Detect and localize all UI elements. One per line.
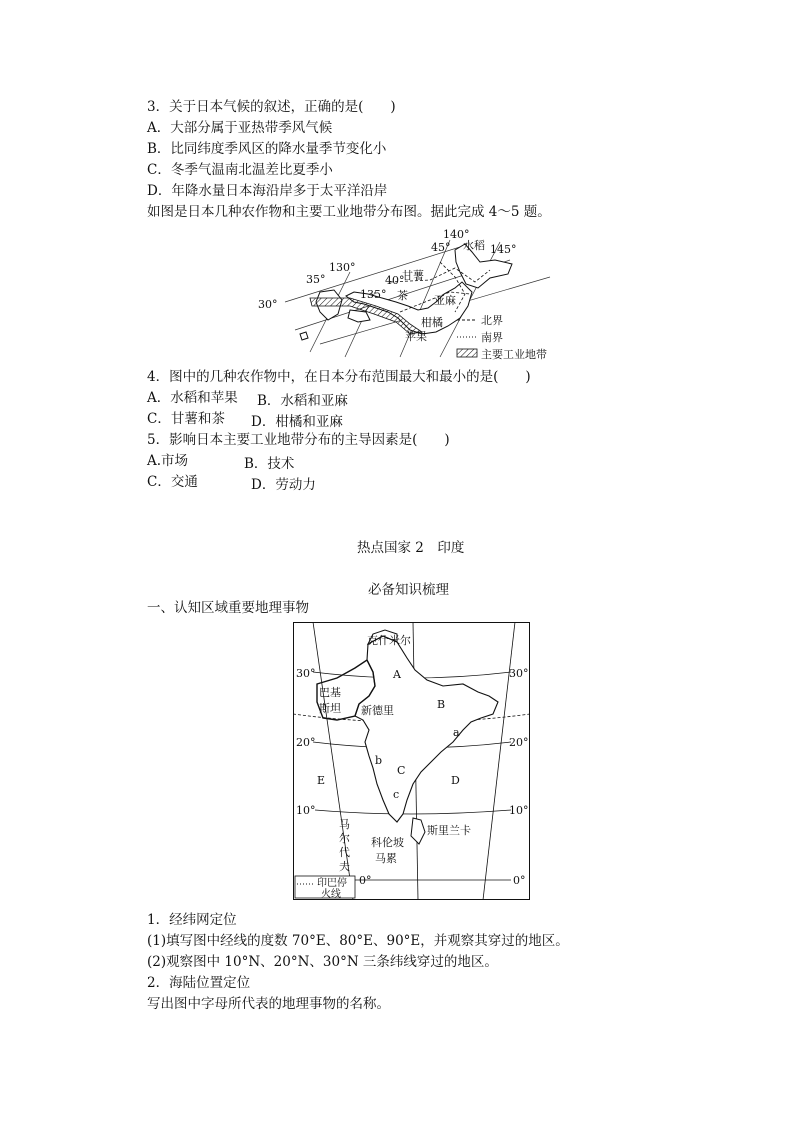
lat-10-right-label: 10° [509,804,529,817]
pakistan-label-2: 斯坦 [319,702,341,715]
task1-item2: (2)观察图中 10°N、20°N、30°N 三条纬线穿过的地区。 [147,954,498,970]
q3-option-d: D．年降水量日本海沿岸多于太平洋沿岸 [147,183,388,199]
q4-option-a: A．水稻和苹果 [147,390,238,406]
lon-145-label: 145° [490,243,517,256]
lon-130-label: 130° [329,261,356,274]
q4-option-c: C．甘薯和茶 [147,411,225,427]
task1-item1: (1)填写图中经线的度数 70°E、80°E、90°E，并观察其穿过的地区。 [147,933,569,949]
lat-30-left-label: 30° [296,667,316,680]
maldives-label-3: 代 [339,846,350,859]
lon-140-label: 140° [443,228,470,241]
q4-option-b: B．水稻和亚麻 [257,393,348,409]
q5-option-c: C．交通 [147,474,198,490]
task2-title: 2．海陆位置定位 [147,975,251,991]
colombo-label: 科伦坡 [371,836,404,849]
subsection-title: 必备知识梳理 [368,582,449,598]
maldives-label-1: 马 [339,818,350,831]
sri-lanka-label: 斯里兰卡 [427,824,471,837]
letter-b-upper: B [437,698,446,711]
new-delhi-label: 新德里 [361,704,394,717]
q3-stem: 3．关于日本气候的叙述，正确的是( ) [147,99,396,115]
crop-tea-label: 茶 [397,289,408,302]
lat-45-label: 45° [431,241,451,254]
lat-20-left-label: 20° [296,736,316,749]
q3-option-c: C．冬季气温南北温差比夏季小 [147,162,333,178]
crop-sweetpotato-label: 甘薯 [402,269,424,282]
task2-item1: 写出图中字母所代表的地理事物的名称。 [147,996,390,1012]
lat-40-label: 40° [385,274,405,287]
lat-30-label: 30° [258,298,278,311]
crop-flax-label: 亚麻 [434,294,456,307]
lat-20-right-label: 20° [509,736,529,749]
letter-c-upper: C [397,764,406,777]
lat-0-left-label: 0° [359,874,372,887]
q5-option-d: D．劳动力 [251,477,316,493]
lat-30-right-label: 30° [509,667,529,680]
q3-option-a: A．大部分属于亚热带季风气候 [147,120,333,136]
intro-text: 如图是日本几种农作物和主要工业地带分布图。据此完成 4～5 题。 [147,204,551,220]
pakistan-label-1: 巴基 [319,686,341,699]
letter-a-upper: A [393,668,401,681]
lat-35-label: 35° [306,273,326,286]
maldives-label-2: 尔 [339,832,350,845]
section-title: 热点国家 2 印度 [357,540,465,556]
crop-apple-label: 苹果 [405,330,427,343]
lon-135-label: 135° [360,288,387,301]
letter-d-upper: D [451,774,460,787]
letter-c-lower: c [393,788,400,801]
letter-b-lower: b [375,754,383,767]
india-map [293,622,530,900]
letter-e-upper: E [317,774,326,787]
maldives-label-4: 夫 [339,860,350,873]
lat-10-left-label: 10° [296,804,316,817]
q5-option-b: B．技术 [244,456,295,472]
japan-crop-map [250,222,570,364]
ceasefire-label-1: 印巴停 [317,878,347,889]
ceasefire-label-2: 火线 [321,889,341,900]
japan-map-legend [457,314,547,361]
legend-south-label: 南界 [481,331,503,344]
q3-option-b: B．比同纬度季风区的降水量季节变化小 [147,141,387,157]
crop-citrus-label: 柑橘 [421,316,443,329]
crop-rice-label: 水稻 [463,239,485,252]
task1-title: 1．经纬网定位 [147,912,237,928]
q4-option-d: D．柑橘和亚麻 [251,414,343,430]
q4-stem: 4．图中的几种农作物中，在日本分布范围最大和最小的是( ) [147,369,531,385]
male-label: 马累 [375,852,397,865]
kashmir-label: 克什米尔 [367,634,411,647]
q5-stem: 5．影响日本主要工业地带分布的主导因素是( ) [147,432,450,448]
legend-industry-label: 主要工业地带 [481,348,547,361]
q5-option-a: A.市场 [147,453,189,469]
lat-0-right-label: 0° [513,874,526,887]
part1-title: 一、认知区域重要地理事物 [147,600,309,616]
letter-a-lower: a [453,726,460,739]
legend-north-label: 北界 [481,314,503,327]
